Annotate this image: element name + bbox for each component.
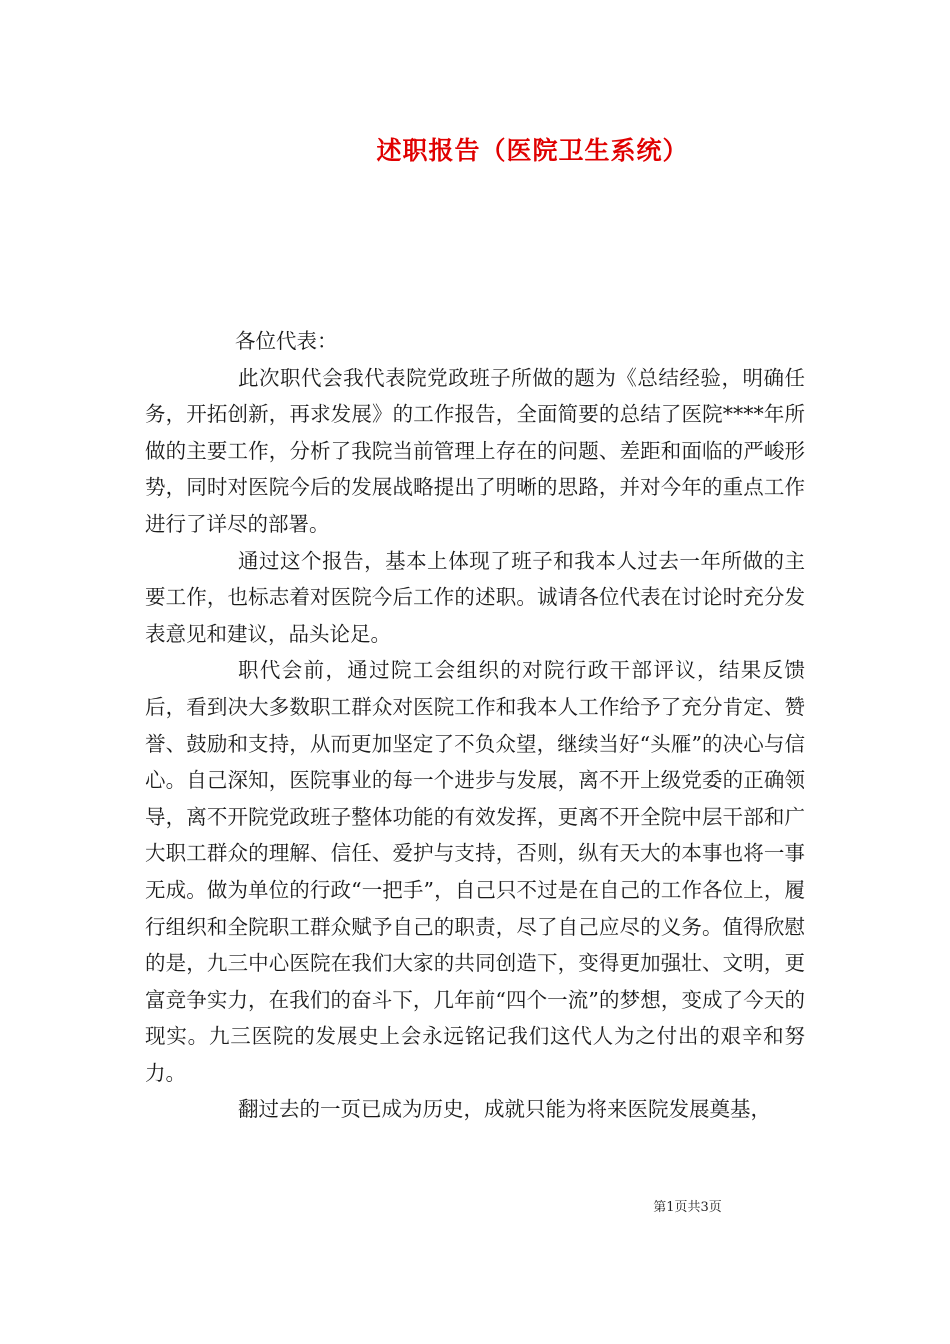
paragraph-3: 职代会前，通过院工会组织的对院行政干部评议，结果反馈后，看到决大多数职工群众对医院工作和我本人工作给予了充分肯定、赞誉、鼓励和支持，从而更加坚定了不负众望，继续当好“头雁”的决心与信心。自己深知，医院事业的每一个进步与发展，离不开上级党委的正确领导，离不开院党政班子整体功能的有效发挥，更离不开全院中层干部和广大职工群众的理解、信任、爱护与支持，否则，纵有天大的本事也将一事无成。做为单位的行政“一把手”，自己只不过是在自己的工作各位上，履行组织和全院职工群众赋予自己的职责，尽了自己应尽的义务。值得欣慰的是，九三中心医院在我们大家的共同创造下，变得更加强壮、文明，更富竞争实力，在我们的奋斗下，几年前“四个一流”的梦想，变成了今天的现实。九三医院的发展史上会永远铭记我们这代人为之付出的艰辛和努力。 [145, 658, 805, 1085]
paragraph-1: 此次职代会我代表院党政班子所做的题为《总结经验，明确任务，开拓创新，再求发展》的工作报告，全面简要的总结了医院****年所做的主要工作，分析了我院当前管理上存在的问题、差距和面临的严峻形势，同时对医院今后的发展战略提出了明晰的思路，并对今年的重点工作进行了详尽的部署。 [145, 365, 805, 536]
document-body [145, 323, 805, 1128]
document-title: 述职报告（医院卫生系统） [376, 136, 689, 165]
paragraph-4: 翻过去的一页已成为历史，成就只能为将来医院发展奠基， [238, 1097, 771, 1122]
paragraph-2: 通过这个报告，基本上体现了班子和我本人过去一年所做的主要工作，也标志着对医院今后工作的述职。诚请各位代表在讨论时充分发表意见和建议，品头论足。 [145, 548, 805, 646]
page-number-footer: 第1页共3页 [653, 1200, 722, 1215]
salutation: 各位代表： [235, 329, 338, 353]
